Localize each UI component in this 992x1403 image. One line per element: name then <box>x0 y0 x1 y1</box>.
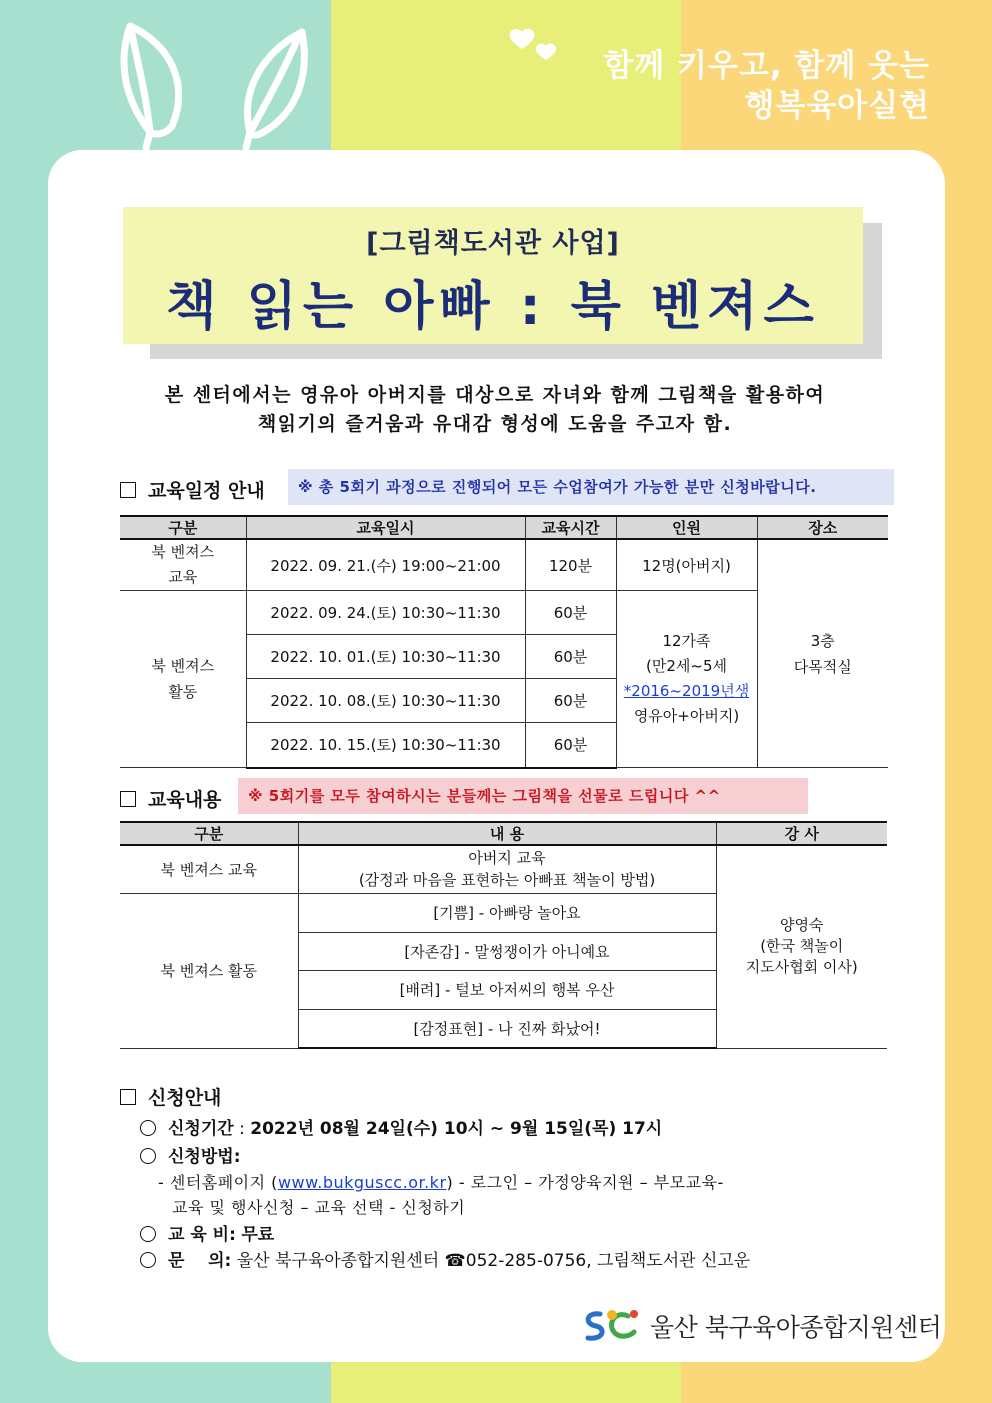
circle-bullet-icon <box>140 1120 156 1136</box>
table-header-row <box>120 516 888 539</box>
row-place <box>757 539 888 768</box>
apply-period <box>140 1114 662 1139</box>
row-content: [자존감] - 말썽쟁이가 아니예요 <box>298 932 716 970</box>
hearts-icon <box>508 24 568 74</box>
content-heading-label: 교육내용 <box>148 789 222 811</box>
apply-contact-person: 그림책도서관 신고운 <box>597 1251 751 1271</box>
table-header-row <box>120 822 887 845</box>
checkbox-square-icon <box>120 791 136 807</box>
apply-fee-label: 교 육 비: <box>168 1225 236 1245</box>
center-logo-text: 울산 북구육아종합지원센터 <box>650 1313 942 1342</box>
apply-method-line-2: 교육 및 행사신청 – 교육 선택 - 신청하기 <box>172 1198 466 1217</box>
content-line-2: (감정과 마음을 표현하는 아빠표 책놀이 방법) <box>358 871 656 890</box>
title-box <box>123 207 863 344</box>
content-line-1: 아버지 교육 <box>468 849 546 868</box>
apply-contact <box>140 1246 750 1271</box>
circle-bullet-icon <box>140 1252 156 1268</box>
center-logo-icon <box>582 1306 642 1346</box>
schedule-heading <box>120 476 265 503</box>
table-header: 교육일시 <box>246 516 525 539</box>
row-category: 북 벤져스 활동 <box>120 591 246 768</box>
apply-contact-label: 문 의: <box>168 1251 232 1271</box>
apply-contact-phone: ☎052-285-0756, <box>444 1251 592 1271</box>
row-category: 북 벤져스 교육 <box>120 845 298 893</box>
row-duration: 60분 <box>525 591 616 635</box>
row-date: 2022. 10. 15.(토) 10:30~11:30 <box>246 723 525 768</box>
row-people <box>616 591 757 768</box>
row-content: [감정표현] - 나 진짜 화났어! <box>298 1009 716 1048</box>
row-content: [배려] - 털보 아저씨의 행복 우산 <box>298 970 716 1009</box>
apply-fee-value: 무료 <box>241 1225 275 1245</box>
table-header: 교육시간 <box>525 516 616 539</box>
place-line-2: 다목적실 <box>793 657 852 676</box>
intro-line-1: 본 센터에서는 영유아 아버지를 대상으로 자녀와 함께 그림책을 활용하여 <box>164 384 826 406</box>
apply-method <box>140 1142 241 1167</box>
schedule-table <box>120 515 888 769</box>
row-duration: 60분 <box>525 635 616 679</box>
row-date: 2022. 10. 01.(토) 10:30~11:30 <box>246 635 525 679</box>
apply-period-value: 2022년 08월 24일(수) 10시 ~ 9월 15일(목) 17시 <box>250 1119 663 1139</box>
row-date: 2022. 09. 24.(토) 10:30~11:30 <box>246 591 525 635</box>
apply-method-prefix: - 센터홈페이지 ( <box>158 1173 278 1192</box>
row-date: 2022. 09. 21.(수) 19:00~21:00 <box>246 539 525 591</box>
content-table <box>120 821 887 1049</box>
row-duration: 120분 <box>525 539 616 591</box>
checkbox-square-icon <box>120 482 136 498</box>
slogan-line-1: 함께 키우고, 함께 웃는 <box>603 48 930 84</box>
content-heading <box>120 785 221 812</box>
apply-method-suffix: ) - 로그인 – 가정양육지원 – 부모교육- <box>446 1173 724 1192</box>
apply-period-label: 신청기간 <box>168 1119 234 1139</box>
row-category: 북 벤져스 교육 <box>120 539 246 591</box>
slogan <box>603 46 930 126</box>
table-row <box>120 845 887 893</box>
people-line-3: *2016~2019년생 <box>623 682 750 700</box>
checkbox-square-icon <box>120 1089 136 1105</box>
apply-heading-label: 신청안내 <box>148 1087 222 1109</box>
apply-fee <box>140 1220 274 1245</box>
circle-bullet-icon <box>140 1226 156 1242</box>
table-header: 장소 <box>757 516 888 539</box>
teacher-line-3: 지도사협회 이사) <box>745 958 858 977</box>
schedule-heading-label: 교육일정 안내 <box>148 480 265 502</box>
slogan-line-2: 행복육아실현 <box>744 88 930 124</box>
apply-period-sep: : <box>233 1119 251 1139</box>
table-row <box>120 539 888 591</box>
row-content <box>298 845 716 893</box>
table-header: 내 용 <box>298 822 716 845</box>
page-title: 책 읽는 아빠 : 북 벤져스 <box>166 277 820 337</box>
title-subtitle: [그림책도서관 사업] <box>366 228 620 259</box>
row-date: 2022. 10. 08.(토) 10:30~11:30 <box>246 679 525 723</box>
people-line-2: (만2세~5세 <box>646 657 727 675</box>
homepage-link[interactable]: www.bukguscc.or.kr <box>277 1173 447 1192</box>
row-category: 북 벤져스 활동 <box>120 893 298 1048</box>
row-duration: 60분 <box>525 723 616 768</box>
leaves-icon <box>110 14 320 154</box>
intro-text <box>100 381 890 439</box>
apply-method-line-1 <box>158 1170 724 1193</box>
schedule-note: ※ 총 5회기 과정으로 진행되어 모든 수업참여가 가능한 분만 신청바랍니다. <box>288 469 894 505</box>
circle-bullet-icon <box>140 1148 156 1164</box>
apply-contact-org: 울산 북구육아종합지원센터 <box>236 1251 440 1271</box>
teacher-line-1: 양영숙 <box>780 916 824 935</box>
teacher-line-2: (한국 책놀이 <box>760 937 844 956</box>
table-header: 구분 <box>120 516 246 539</box>
row-content: [기쁨] - 아빠랑 놀아요 <box>298 893 716 932</box>
people-line-1: 12가족 <box>662 632 711 650</box>
intro-line-2: 책읽기의 즐거움과 유대감 형성에 도움을 주고자 함. <box>257 413 733 435</box>
table-header: 인원 <box>616 516 757 539</box>
table-header: 강 사 <box>716 822 887 845</box>
people-line-4: 영유아+아버지) <box>633 707 740 725</box>
table-header: 구분 <box>120 822 298 845</box>
apply-heading <box>120 1083 221 1110</box>
center-logo <box>582 1306 941 1346</box>
apply-method-label: 신청방법: <box>168 1147 241 1167</box>
row-duration: 60분 <box>525 679 616 723</box>
row-teacher <box>716 845 887 1048</box>
content-note: ※ 5회기를 모두 참여하시는 분들께는 그림책을 선물로 드립니다 ^^ <box>238 778 808 814</box>
row-people: 12명(아버지) <box>616 539 757 591</box>
place-line-1: 3층 <box>810 631 835 650</box>
